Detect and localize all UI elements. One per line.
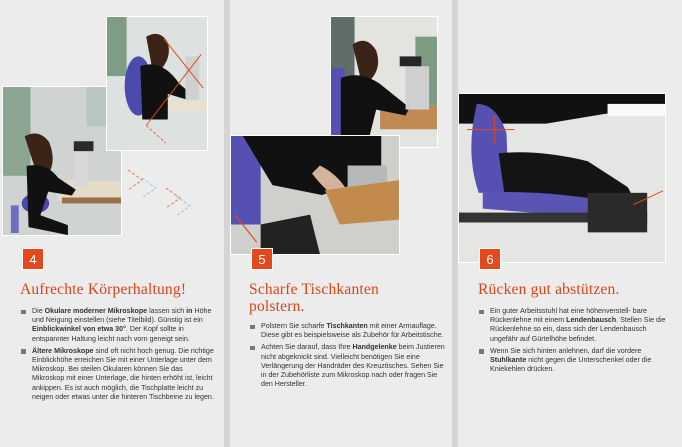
bullet-item bbox=[478, 307, 674, 344]
bullet-item bbox=[20, 347, 216, 402]
heading-panel-6: Rücken gut abstützen. bbox=[478, 281, 620, 298]
bullet-list-panel-6 bbox=[478, 307, 674, 377]
step-number-4: 4 bbox=[22, 248, 44, 270]
bold-text: Okulare moderner Mikroskope bbox=[44, 307, 148, 315]
photo-wrong-posture bbox=[106, 16, 208, 151]
text-run: . Stellen Sie die Rückenlehne so ein, dass sich der Lendenbausch ungefähr auf Gürtelhöhe befindet. bbox=[490, 316, 666, 343]
text-run: beim Justieren nicht abgeknickt sind. Vielleicht benötigen Sie eine Verlängerung der Handräder des Kreuztisches. Sehen Sie in der Zubehörliste zum Mikroskop nach oder fragen Sie den Hersteller. bbox=[261, 343, 445, 389]
bold-text: Tischkanten bbox=[326, 322, 368, 330]
bold-text: Handgelenke bbox=[352, 343, 397, 352]
text-run: nicht gegen die Unterschenkel oder die Kniekehlen drücken. bbox=[490, 356, 652, 374]
photo-armrest-posture bbox=[330, 16, 438, 148]
heading-panel-4: Aufrechte Körperhaltung! bbox=[20, 281, 187, 298]
bold-text: Ältere Mikroskope bbox=[32, 346, 94, 355]
text-run: Wenn Sie sich hinten anlehnen, darf die vordere bbox=[490, 346, 642, 355]
text-run: lassen sich bbox=[147, 307, 187, 315]
text-run: Die bbox=[32, 307, 45, 315]
bullet-item bbox=[20, 307, 216, 344]
bullet-list-panel-5 bbox=[249, 322, 445, 392]
bullet-list-panel-4 bbox=[20, 307, 216, 405]
bullet-item bbox=[249, 322, 445, 340]
bold-text: Lendenbausch bbox=[566, 316, 617, 325]
text-run: . Der Kopf sollte in entspannter Haltung leicht nach vorn geneigt sein. bbox=[32, 325, 190, 343]
text-run: Polstern Sie scharfe bbox=[261, 322, 327, 330]
heading-panel-5: Scharfe Tischkanten polstern. bbox=[249, 281, 379, 315]
text-run: mit einer Armauflage. Diese gibt es beispielsweise als Zubehör für Arbeitstische. bbox=[261, 322, 444, 340]
bold-text: in bbox=[186, 307, 193, 315]
text-run: Achten Sie darauf, dass Ihre bbox=[261, 343, 353, 352]
bullet-item bbox=[249, 343, 445, 389]
photo-lumbar-support bbox=[458, 93, 666, 263]
bold-text: Stuhlkante bbox=[490, 356, 527, 365]
dashed-angle-marks bbox=[120, 150, 200, 222]
step-number-6: 6 bbox=[479, 248, 501, 270]
text-run: sind oft nicht hoch genug. Die richtige Einblickhöhe erreichen Sie mit einer Unterlage unter dem Mikroskop. Bei steilen Okularen können Sie das Mikroskop mit einer Unterlage, die hinten erhöht ist, leicht ankippen. Es ist auch möglich, die Tischplatte leicht zu neigen oder etwas unter die hinteren Tischbeine zu legen. bbox=[32, 346, 214, 401]
text-run: Ein guter Arbeitsstuhl hat eine höhenverstell- bare Rückenlehne mit einem bbox=[490, 307, 647, 325]
bullet-item bbox=[478, 347, 674, 375]
bold-text: Einblickwinkel von etwa 30° bbox=[32, 325, 126, 334]
photo-armrest-closeup bbox=[230, 135, 400, 255]
step-number-5: 5 bbox=[251, 248, 273, 270]
photo-correct-posture bbox=[2, 86, 122, 236]
text-run: Höhe und Neigung einstellen (siehe Titelbild). Günstig ist ein bbox=[32, 307, 212, 325]
